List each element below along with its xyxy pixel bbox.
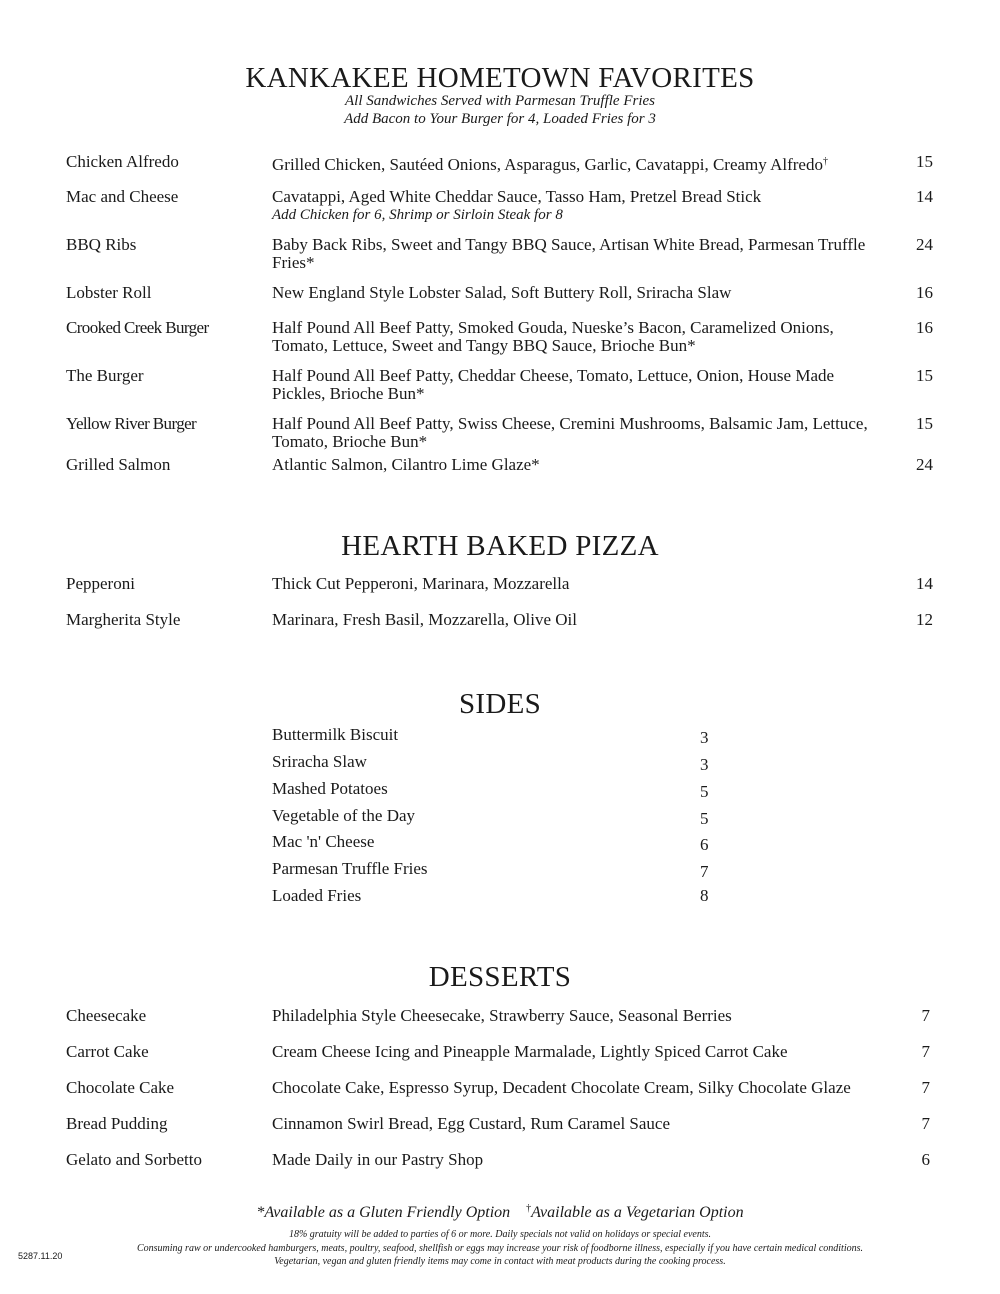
item-name: Carrot Cake (66, 1042, 149, 1061)
favorites-subtitle-sandwiches: All Sandwiches Served with Parmesan Truffle Fries (345, 93, 655, 109)
item-name: Yellow River Burger (66, 414, 197, 433)
item-description: Cavatappi, Aged White Cheddar Sauce, Tasso Ham, Pretzel Bread Stick Add Chicken for 6, Shrimp or Sirloin Steak for 8 (272, 188, 882, 224)
vegetarian-mark: † (822, 156, 828, 167)
item-name: Mac and Cheese (66, 187, 179, 206)
item-description: Half Pound All Beef Patty, Smoked Gouda, Nueske’s Bacon, Caramelized Onions, Tomato, Lettuce, Sweet and Tangy BBQ Sauce, Brioche Bun* (272, 318, 834, 355)
side-price: 3 (700, 728, 709, 747)
side-name: Parmesan Truffle Fries (272, 859, 428, 878)
item-price: 12 (916, 610, 933, 629)
item-description: Cinnamon Swirl Bread, Egg Custard, Rum Caramel Sauce (272, 1114, 671, 1133)
item-price: 7 (921, 1078, 930, 1097)
item-price: 7 (921, 1114, 930, 1133)
side-name: Mashed Potatoes (272, 779, 388, 798)
item-name: Lobster Roll (66, 283, 152, 302)
side-name: Vegetable of the Day (272, 806, 416, 825)
item-description: Baby Back Ribs, Sweet and Tangy BBQ Sauce, Artisan White Bread, Parmesan Truffle Fries* (272, 235, 866, 272)
favorites-title: KANKAKEE HOMETOWN FAVORITES (245, 62, 755, 94)
item-description: Atlantic Salmon, Cilantro Lime Glaze* (272, 455, 540, 474)
item-price: 15 (916, 414, 933, 433)
item-price: 24 (916, 235, 933, 254)
gluten-friendly-mark: * (256, 1204, 265, 1221)
item-name: Margherita Style (66, 610, 181, 629)
item-description: Half Pound All Beef Patty, Swiss Cheese, Cremini Mushrooms, Balsamic Jam, Lettuce, Tomato, Brioche Bun* (272, 414, 868, 451)
side-price: 3 (700, 755, 709, 774)
item-description: Chocolate Cake, Espresso Syrup, Decadent Chocolate Cream, Silky Chocolate Glaze (272, 1078, 851, 1097)
side-price: 6 (700, 835, 709, 854)
favorites-subtitle-addons: Add Bacon to Your Burger for 4, Loaded Fries for 3 (344, 111, 656, 127)
side-name: Mac 'n' Cheese (272, 832, 375, 851)
vegetarian-mark: † (526, 1203, 532, 1214)
item-price: 15 (916, 152, 933, 171)
item-name: Crooked Creek Burger (66, 318, 209, 337)
item-description: Cream Cheese Icing and Pineapple Marmalade, Lightly Spiced Carrot Cake (272, 1042, 788, 1061)
item-price: 14 (916, 187, 933, 206)
gratuity-notice: 18% gratuity will be added to parties of 6 or more. Daily specials not valid on holidays or special events. (288, 1229, 712, 1240)
item-description: Thick Cut Pepperoni, Marinara, Mozzarella (272, 574, 570, 593)
side-price: 5 (700, 809, 709, 828)
item-description: Marinara, Fresh Basil, Mozzarella, Olive Oil (272, 610, 577, 629)
side-name: Loaded Fries (272, 886, 362, 905)
item-description: Made Daily in our Pastry Shop (272, 1150, 484, 1169)
item-name: The Burger (66, 366, 144, 385)
side-price: 8 (700, 886, 709, 905)
item-name: Pepperoni (66, 574, 135, 593)
item-name: Cheesecake (66, 1006, 147, 1025)
item-name: Gelato and Sorbetto (66, 1150, 202, 1169)
item-name: Chocolate Cake (66, 1078, 175, 1097)
footer-legend (0, 1204, 1000, 1221)
item-price: 7 (921, 1006, 930, 1025)
item-description: Half Pound All Beef Patty, Cheddar Cheese, Tomato, Lettuce, Onion, House Made Pickles, Brioche Bun* (272, 366, 835, 403)
side-name: Sriracha Slaw (272, 752, 367, 771)
item-price: 24 (916, 455, 933, 474)
item-addon-note: Add Chicken for 6, Shrimp or Sirloin Steak for 8 (272, 207, 563, 223)
item-name: BBQ Ribs (66, 235, 137, 254)
item-name: Grilled Salmon (66, 455, 171, 474)
item-price: 16 (916, 283, 933, 302)
item-description: Grilled Chicken, Sautéed Onions, Asparagus, Garlic, Cavatappi, Creamy Alfredo† (272, 155, 828, 174)
item-price: 6 (921, 1150, 930, 1169)
item-description: New England Style Lobster Salad, Soft Buttery Roll, Sriracha Slaw (272, 283, 732, 302)
pizza-title: HEARTH BAKED PIZZA (341, 530, 659, 562)
side-name: Buttermilk Biscuit (272, 725, 399, 744)
side-price: 5 (700, 782, 709, 801)
item-price: 15 (916, 366, 933, 385)
sides-title: SIDES (458, 688, 542, 720)
vegetarian-legend: Available as a Vegetarian Option (531, 1204, 744, 1221)
gluten-friendly-legend: Available as a Gluten Friendly Option (264, 1204, 511, 1221)
side-price: 7 (700, 862, 709, 881)
item-description: Philadelphia Style Cheesecake, Strawberry Sauce, Seasonal Berries (272, 1006, 732, 1025)
item-name: Bread Pudding (66, 1114, 168, 1133)
menu-code: 5287.11.20 (18, 1251, 63, 1261)
item-price: 7 (921, 1042, 930, 1061)
food-safety-warning: Consuming raw or undercooked hamburgers, meats, poultry, seafood, shellfish or eggs may increase your risk of foodborne illness, especially if you have certain medical conditions. (136, 1243, 864, 1254)
item-price: 16 (916, 318, 933, 337)
desserts-title: DESSERTS (428, 961, 572, 993)
cross-contact-notice: Vegetarian, vegan and gluten friendly items may come in contact with meat products during the cooking process. (274, 1256, 726, 1267)
item-name: Chicken Alfredo (66, 152, 179, 171)
item-price: 14 (916, 574, 933, 593)
